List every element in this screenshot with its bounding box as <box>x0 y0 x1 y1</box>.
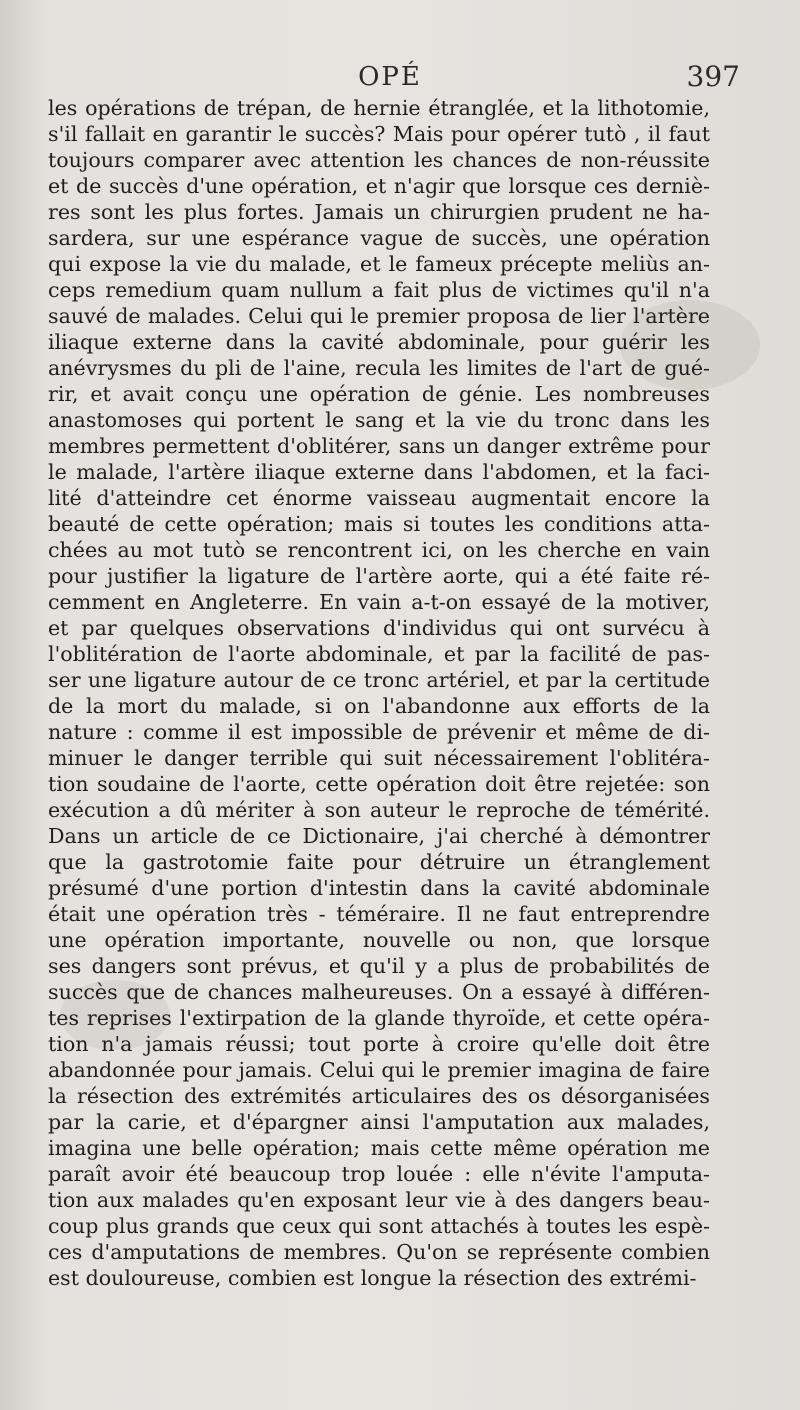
text-line: anévrysmes du pli de l'aine, recula les limites de l'art de gué- <box>48 356 710 380</box>
text-line: beauté de cette opération; mais si toutes les conditions atta- <box>48 512 710 536</box>
text-line: la résection des extrémités articulaires des os désorganisées <box>48 1084 710 1108</box>
body-text <box>48 95 710 1291</box>
text-line: ser une ligature autour de ce tronc artériel, et par la certitude <box>48 668 710 692</box>
text-line: membres permettent d'oblitérer, sans un danger extrême pour <box>48 434 710 458</box>
text-line: chées au mot tutò se rencontrent ici, on les cherche en vain <box>48 538 710 562</box>
text-line: rir, et avait conçu une opération de génie. Les nombreuses <box>48 382 710 406</box>
text-line: toujours comparer avec attention les chances de non-réussite <box>48 148 710 172</box>
text-line: l'oblitération de l'aorte abdominale, et par la facilité de pas- <box>48 642 710 666</box>
text-line: est douloureuse, combien est longue la résection des extrémi- <box>48 1266 697 1290</box>
text-line: tion soudaine de l'aorte, cette opération doit être rejetée: son <box>48 772 710 796</box>
text-line: de la mort du malade, si on l'abandonne aux efforts de la <box>48 694 710 718</box>
text-line: était une opération très - téméraire. Il ne faut entreprendre <box>48 902 710 926</box>
text-line: lité d'atteindre cet énorme vaisseau augmentait encore la <box>48 486 710 510</box>
text-line: exécution a dû mériter à son auteur le reproche de témérité. <box>48 798 710 822</box>
text-line: qui expose la vie du malade, et le fameux précepte meliùs an- <box>48 252 710 276</box>
text-line: iliaque externe dans la cavité abdominale, pour guérir les <box>48 330 710 354</box>
text-line: et par quelques observations d'individus qui ont survécu à <box>48 616 710 640</box>
text-line: tes reprises l'extirpation de la glande thyroïde, et cette opéra- <box>48 1006 710 1030</box>
text-line: sardera, sur une espérance vague de succès, une opération <box>48 226 710 250</box>
text-line: Dans un article de ce Dictionaire, j'ai cherché à démontrer <box>48 824 710 848</box>
text-line: présumé d'une portion d'intestin dans la cavité abdominale <box>48 876 710 900</box>
text-line: et de succès d'une opération, et n'agir que lorsque ces derniè- <box>48 174 710 198</box>
text-line: une opération importante, nouvelle ou non, que lorsque <box>48 928 710 952</box>
text-line: anastomoses qui portent le sang et la vie du tronc dans les <box>48 408 710 432</box>
text-line: le malade, l'artère iliaque externe dans l'abdomen, et la faci- <box>48 460 710 484</box>
text-line: res sont les plus fortes. Jamais un chirurgien prudent ne ha- <box>48 200 710 224</box>
page-header <box>40 62 740 98</box>
text-line: pour justifier la ligature de l'artère aorte, qui a été faite ré- <box>48 564 710 588</box>
text-line: tion n'a jamais réussi; tout porte à croire qu'elle doit être <box>48 1032 710 1056</box>
text-line: ceps remedium quam nullum a fait plus de victimes qu'il n'a <box>48 278 710 302</box>
text-line: coup plus grands que ceux qui sont attachés à toutes les espè- <box>48 1214 710 1238</box>
text-line: abandonnée pour jamais. Celui qui le premier imagina de faire <box>48 1058 710 1082</box>
text-line: ces d'amputations de membres. Qu'on se représente combien <box>48 1240 710 1264</box>
text-line: imagina une belle opération; mais cette même opération me <box>48 1136 710 1160</box>
text-line: par la carie, et d'épargner ainsi l'amputation aux malades, <box>48 1110 710 1134</box>
text-line: sauvé de malades. Celui qui le premier proposa de lier l'artère <box>48 304 710 328</box>
text-line: minuer le danger terrible qui suit nécessairement l'oblitéra- <box>48 746 710 770</box>
text-line: ses dangers sont prévus, et qu'il y a plus de probabilités de <box>48 954 710 978</box>
running-head: OPÉ <box>358 62 422 92</box>
text-line: paraît avoir été beaucoup trop louée : elle n'évite l'amputa- <box>48 1162 710 1186</box>
text-line: succès que de chances malheureuses. On a essayé à différen- <box>48 980 710 1004</box>
text-line: s'il fallait en garantir le succès? Mais pour opérer tutò , il faut <box>48 122 710 146</box>
text-line: nature : comme il est impossible de prévenir et même de di- <box>48 720 710 744</box>
text-line: que la gastrotomie faite pour détruire un étranglement <box>48 850 710 874</box>
page-number: 397 <box>686 60 740 93</box>
text-line: cemment en Angleterre. En vain a-t-on essayé de la motiver, <box>48 590 710 614</box>
text-line: les opérations de trépan, de hernie étranglée, et la lithotomie, <box>48 96 710 120</box>
text-line: tion aux malades qu'en exposant leur vie à des dangers beau- <box>48 1188 710 1212</box>
